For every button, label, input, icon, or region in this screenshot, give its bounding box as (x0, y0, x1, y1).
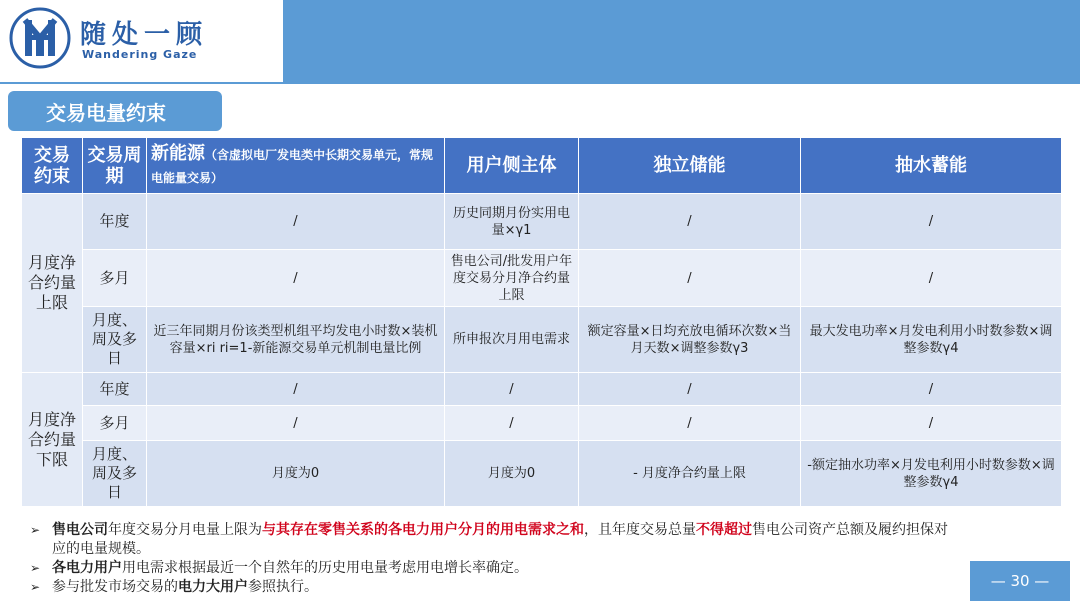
notes-list (30, 521, 960, 597)
header-bar (283, 0, 1080, 82)
note-lead: 电力大用户 (178, 579, 248, 595)
note-lead: 售电公司 (52, 522, 108, 538)
user-cell: 历史同期月份实用电量×γ1 (445, 194, 579, 250)
header-pumped: 抽水蓄能 (801, 138, 1062, 194)
pumped-cell: -额定抽水功率×月发电利用小时数参数×调整参数γ4 (801, 441, 1062, 507)
constraint-table (21, 137, 1062, 507)
table-row (22, 406, 1062, 441)
header-constraint: 交易约束 (22, 138, 83, 194)
arrow-bullet-icon: ➢ (30, 580, 41, 594)
section-title-text: 交易电量约束 (46, 100, 166, 125)
storage-cell: / (579, 406, 801, 441)
brand-name: 随处一顾 (80, 20, 209, 50)
pumped-cell: / (801, 250, 1062, 307)
table-row (22, 373, 1062, 406)
user-cell: / (445, 406, 579, 441)
note-text-part: ，且年度交易总量 (584, 522, 696, 538)
table-row (22, 307, 1062, 373)
user-cell: / (445, 373, 579, 406)
header-storage: 独立储能 (579, 138, 801, 194)
note-text-part: 参照执行。 (248, 579, 318, 595)
note-text (52, 521, 960, 559)
pumped-cell: / (801, 194, 1062, 250)
note-text-part: 年度交易分月电量上限为 (108, 522, 262, 538)
brand-subtitle: Wandering Gaze (82, 48, 198, 61)
user-cell: 月度为0 (445, 441, 579, 507)
period-cell: 年度 (83, 373, 147, 406)
period-cell: 月度、周及多日 (83, 441, 147, 507)
storage-cell: 额定容量×日均充放电循环次数×当月天数×调整参数γ3 (579, 307, 801, 373)
group-label-lower: 月度净合约量下限 (22, 373, 83, 507)
note-text (52, 559, 528, 578)
note-lead: 各电力用户 (52, 560, 122, 576)
note-text (52, 578, 318, 597)
new-energy-cell: 近三年同期月份该类型机组平均发电小时数×装机容量×ri ri=1-新能源交易单元机制电量比例 (147, 307, 445, 373)
header-new-energy (147, 138, 445, 194)
storage-cell: - 月度净合约量上限 (579, 441, 801, 507)
header-user: 用户侧主体 (445, 138, 579, 194)
arrow-bullet-icon: ➢ (30, 523, 41, 537)
group-label-upper: 月度净合约量上限 (22, 194, 83, 373)
table-row (22, 250, 1062, 307)
pumped-cell: / (801, 373, 1062, 406)
new-energy-cell: / (147, 373, 445, 406)
header-period: 交易周期 (83, 138, 147, 194)
header-rule (0, 82, 1080, 84)
note-item (30, 578, 960, 597)
new-energy-cell: / (147, 250, 445, 307)
header-new-energy-label: 新能源 (151, 142, 205, 164)
note-emphasis: 与其存在零售关系的各电力用户分月的用电需求之和 (262, 522, 584, 538)
new-energy-cell: / (147, 406, 445, 441)
user-cell: 售电公司/批发用户年度交易分月净合约量上限 (445, 250, 579, 307)
arrow-bullet-icon: ➢ (30, 561, 41, 575)
period-cell: 多月 (83, 250, 147, 307)
note-text-part: 用电需求根据最近一个自然年的历史用电量考虑用电增长率确定。 (122, 560, 528, 576)
table-row (22, 441, 1062, 507)
note-text-part: 参与批发市场交易的 (52, 579, 178, 595)
new-energy-cell: 月度为0 (147, 441, 445, 507)
note-item (30, 559, 960, 578)
note-text-part: 售电公司资产总额及履约担保对应的电量规模。 (52, 522, 948, 557)
header-new-energy-note: （含虚拟电厂发电类中长期交易单元，常规电能量交易） (151, 147, 434, 185)
user-cell: 所申报次月用电需求 (445, 307, 579, 373)
storage-cell: / (579, 194, 801, 250)
period-cell: 多月 (83, 406, 147, 441)
section-title (8, 91, 222, 131)
storage-cell: / (579, 373, 801, 406)
pumped-cell: 最大发电功率×月发电利用小时数参数×调整参数γ4 (801, 307, 1062, 373)
storage-cell: / (579, 250, 801, 307)
brand-logo-icon (8, 6, 72, 70)
page-number: — 30 — (970, 561, 1070, 601)
pumped-cell: / (801, 406, 1062, 441)
period-cell: 年度 (83, 194, 147, 250)
table-row (22, 194, 1062, 250)
table-header-row (22, 138, 1062, 194)
new-energy-cell: / (147, 194, 445, 250)
period-cell: 月度、周及多日 (83, 307, 147, 373)
note-item (30, 521, 960, 559)
note-emphasis: 不得超过 (696, 522, 752, 538)
